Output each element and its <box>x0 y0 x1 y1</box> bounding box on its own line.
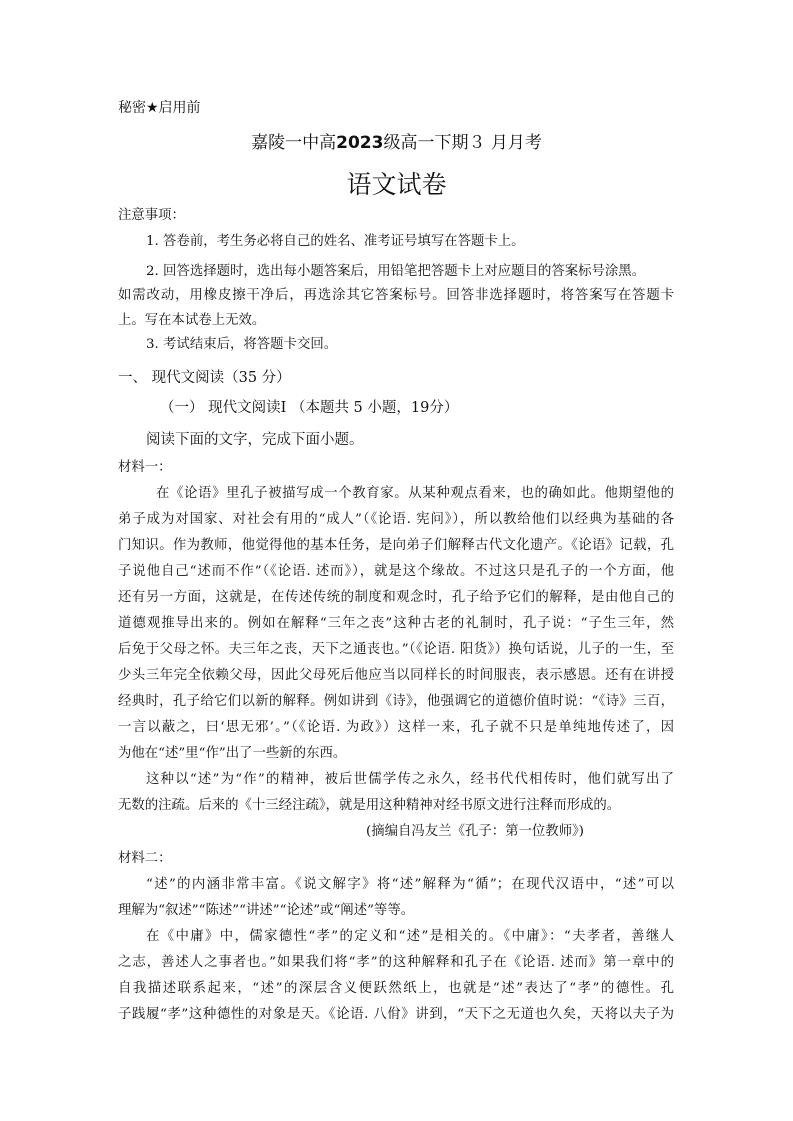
subject-title: 语文试卷 <box>346 170 447 199</box>
material2-line: “述”的内涵非常丰富。《说文解字》将“述”解释为“循”；在现代汉语中，“述”可以 <box>146 877 674 892</box>
material1-line: 少头三年完全依赖父母，因此父母死后他应当以同样长的时间服丧，表示感恩。还有在讲授 <box>118 668 674 683</box>
secret-mark: 秘密★启用前 <box>118 100 201 116</box>
notice-title: 注意事项： <box>118 208 185 223</box>
section-subheading: （一） 现代文阅读Ⅰ （本题共 5 小题，19分） <box>160 400 459 416</box>
notice-line: 1. 答卷前，考生务必将自己的姓名、准考证号填写在答题卡上。 <box>146 234 525 249</box>
material1-source: (摘编自冯友兰《孔子：第一位教师》) <box>366 824 584 839</box>
material2-line: 在《中庸》中，儒家德性“孝”的定义和“述”是相关的。《中庸》：“夫孝者，善继人 <box>146 929 674 944</box>
material1-line: 无数的注疏。后来的《十三经注疏》，就是用这种精神对经书原文进行注释而形成的。 <box>118 798 621 813</box>
material1-line: 在《论语》里孔子被描写成一个教育家。从某种观点看来，也的确如此。他期望他的 <box>156 486 674 501</box>
material1-line: 后免于父母之怀。夫三年之丧，天下之通丧也。”（《论语. 阳货》）换句话说，儿子的一生，至 <box>118 642 674 657</box>
section-heading: 一、 现代文阅读（35 分） <box>118 370 291 386</box>
notice-line: 2. 回答选择题时，选出每小题答案后，用铅笔把答题卡上对应题目的答案标号涂黑。 <box>146 264 646 279</box>
exam-title <box>0 133 793 153</box>
material1-line: 一言以蔽之，曰‘思无邪’。”（《论语. 为政》）这样一来，孔子就不只是单纯地传述了，因 <box>118 720 674 735</box>
material2-line: 理解为“叙述”“陈述”“讲述”“论述”或“阐述”等等。 <box>118 903 415 918</box>
notice-line: 3. 考试结束后，将答题卡交回。 <box>146 337 338 352</box>
material1-line: 这种以“述”为“作”的精神，被后世儒学传之永久，经书代代相传时，他们就写出了 <box>146 772 674 787</box>
exam-title-post: 级高一下期３ 月月考 <box>383 133 542 153</box>
material2-line: 自我描述联系起来，“述”的深层含义便跃然纸上，也就是“述”表达了“孝”的德性。孔 <box>118 981 674 996</box>
reading-instruction: 阅读下面的文字，完成下面小题。 <box>146 432 364 448</box>
material1-line: 经典时，孔子给它们以新的解释。例如讲到《诗》，他强调它的道德价值时说：“《诗》三百， <box>118 694 674 709</box>
material2-line: 之志，善述人之事者也。”如果我们将“孝”的这种解释和孔子在《论语. 述而》第一章中的 <box>118 955 674 970</box>
material1-line: 还有另一方面，这就是，在传述传统的制度和观念时，孔子给予它们的解释，是由他自己的 <box>118 590 674 605</box>
exam-title-year: 2023 <box>336 133 384 153</box>
material1-line: 子说他自己“述而不作”（《论语. 述而》），就是这个缘故。不过这只是孔子的一个方面，他 <box>118 564 674 579</box>
exam-title-pre: 嘉陵一中高 <box>251 133 337 153</box>
material1-line: 弟子成为对国家、对社会有用的“成人”（《论语. 宪问》），所以教给他们以经典为基础的各 <box>118 512 674 527</box>
material1-line: 道德观推导出来的。例如在解释“三年之丧”这种古老的礼制时，孔子说：“子生三年，然 <box>118 616 674 631</box>
material1-line: 门知识。作为教师，他觉得他的基本任务，是向弟子们解释古代文化遗产。《论语》记载，孔 <box>118 538 674 553</box>
notice-line: 如需改动，用橡皮擦干净后，再选涂其它答案标号。回答非选择题时，将答案写在答题卡 <box>118 288 674 303</box>
notice-line: 上。写在本试卷上无效。 <box>118 313 266 328</box>
material2-line: 子践履“孝”这种德性的对象是天。《论语. 八佾》讲到，“天下之无道也久矣，天将以夫子为 <box>118 1007 674 1022</box>
material2-label: 材料二： <box>118 851 172 866</box>
material1-label: 材料一： <box>118 460 172 475</box>
material1-line: 为他在“述”里“作”出了一些新的东西。 <box>118 746 347 761</box>
